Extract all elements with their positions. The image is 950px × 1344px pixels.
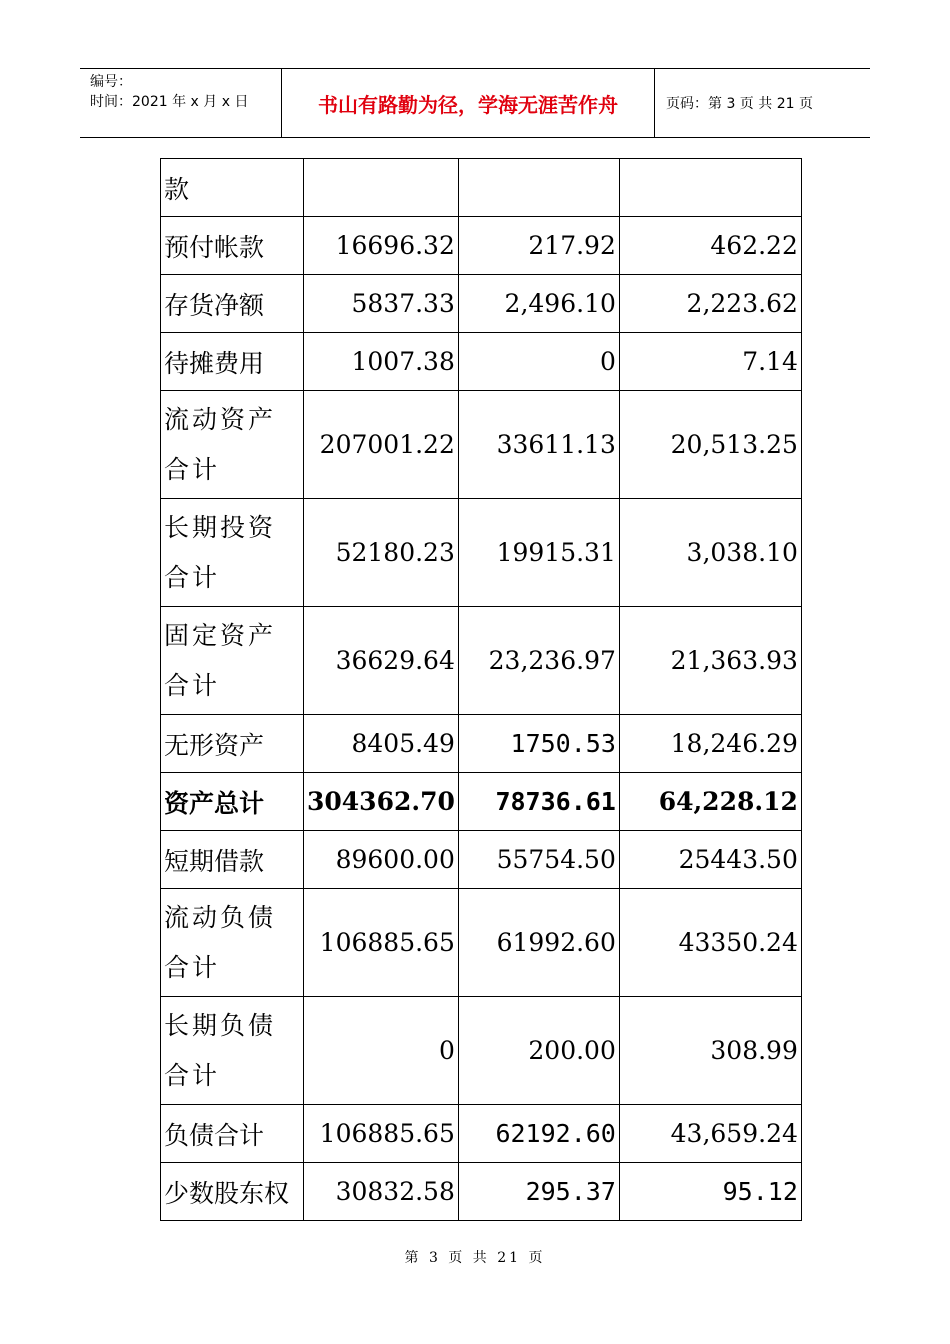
row-label: 存货净额	[161, 275, 304, 333]
page-footer: 第 3 页 共 21 页	[404, 1250, 546, 1266]
table-row	[161, 831, 802, 889]
cell-value: 0	[458, 333, 619, 391]
cell-value: 16696.32	[304, 217, 459, 275]
cell-value: 33611.13	[458, 391, 619, 499]
row-label: 资产总计	[161, 773, 304, 831]
cell-value: 3,038.10	[619, 499, 801, 607]
page-header	[80, 68, 870, 138]
row-label: 流动资产合计	[161, 391, 304, 499]
cell-value: 295.37	[458, 1163, 619, 1221]
table-row	[161, 159, 802, 217]
cell-value: 1007.38	[304, 333, 459, 391]
row-label: 短期借款	[161, 831, 304, 889]
cell-value: 207001.22	[304, 391, 459, 499]
table-row	[161, 499, 802, 607]
cell-value: 25443.50	[619, 831, 801, 889]
cell-value: 106885.65	[304, 1105, 459, 1163]
cell-value: 217.92	[458, 217, 619, 275]
cell-value: 36629.64	[304, 607, 459, 715]
table-row	[161, 607, 802, 715]
cell-value: 64,228.12	[619, 773, 801, 831]
cell-value: 2,223.62	[619, 275, 801, 333]
row-label: 负债合计	[161, 1105, 304, 1163]
table-row	[161, 1163, 802, 1221]
cell-value: 5837.33	[304, 275, 459, 333]
financial-table	[160, 158, 802, 1221]
row-label: 预付帐款	[161, 217, 304, 275]
row-label: 少数股东权	[161, 1163, 304, 1221]
document-number-label: 编号：	[90, 74, 132, 90]
cell-value: 308.99	[619, 997, 801, 1105]
cell-value: 462.22	[619, 217, 801, 275]
document-time-label: 时间：2021 年 x 月 x 日	[90, 94, 249, 110]
table-row	[161, 333, 802, 391]
cell-value: 61992.60	[458, 889, 619, 997]
table-row	[161, 217, 802, 275]
cell-value: 30832.58	[304, 1163, 459, 1221]
table-row	[161, 1105, 802, 1163]
row-label: 固定资产合计	[161, 607, 304, 715]
header-meta	[90, 72, 248, 112]
cell-value: 2,496.10	[458, 275, 619, 333]
table-row	[161, 889, 802, 997]
row-label: 长期负债合计	[161, 997, 304, 1105]
cell-value: 20,513.25	[619, 391, 801, 499]
cell-value: 304362.70	[304, 773, 459, 831]
cell-value: 62192.60	[458, 1105, 619, 1163]
row-label: 流动负债合计	[161, 889, 304, 997]
row-label: 无形资产	[161, 715, 304, 773]
table-row	[161, 773, 802, 831]
cell-value: 19915.31	[458, 499, 619, 607]
cell-value: 52180.23	[304, 499, 459, 607]
row-label: 款	[161, 159, 304, 217]
table-row	[161, 997, 802, 1105]
cell-value: 18,246.29	[619, 715, 801, 773]
table-row	[161, 715, 802, 773]
header-motto: 书山有路勤为径，学海无涯苦作舟	[318, 92, 618, 117]
cell-value: 78736.61	[458, 773, 619, 831]
cell-value	[619, 159, 801, 217]
cell-value	[304, 159, 459, 217]
cell-value: 1750.53	[458, 715, 619, 773]
cell-value: 7.14	[619, 333, 801, 391]
cell-value: 106885.65	[304, 889, 459, 997]
table-row	[161, 275, 802, 333]
cell-value: 23,236.97	[458, 607, 619, 715]
cell-value: 21,363.93	[619, 607, 801, 715]
cell-value: 0	[304, 997, 459, 1105]
cell-value: 89600.00	[304, 831, 459, 889]
cell-value: 95.12	[619, 1163, 801, 1221]
cell-value	[458, 159, 619, 217]
header-page-indicator: 页码：第 3 页 共 21 页	[666, 96, 813, 112]
table-row	[161, 391, 802, 499]
cell-value: 200.00	[458, 997, 619, 1105]
cell-value: 55754.50	[458, 831, 619, 889]
row-label: 待摊费用	[161, 333, 304, 391]
header-divider	[654, 69, 655, 137]
cell-value: 8405.49	[304, 715, 459, 773]
cell-value: 43350.24	[619, 889, 801, 997]
row-label: 长期投资合计	[161, 499, 304, 607]
cell-value: 43,659.24	[619, 1105, 801, 1163]
